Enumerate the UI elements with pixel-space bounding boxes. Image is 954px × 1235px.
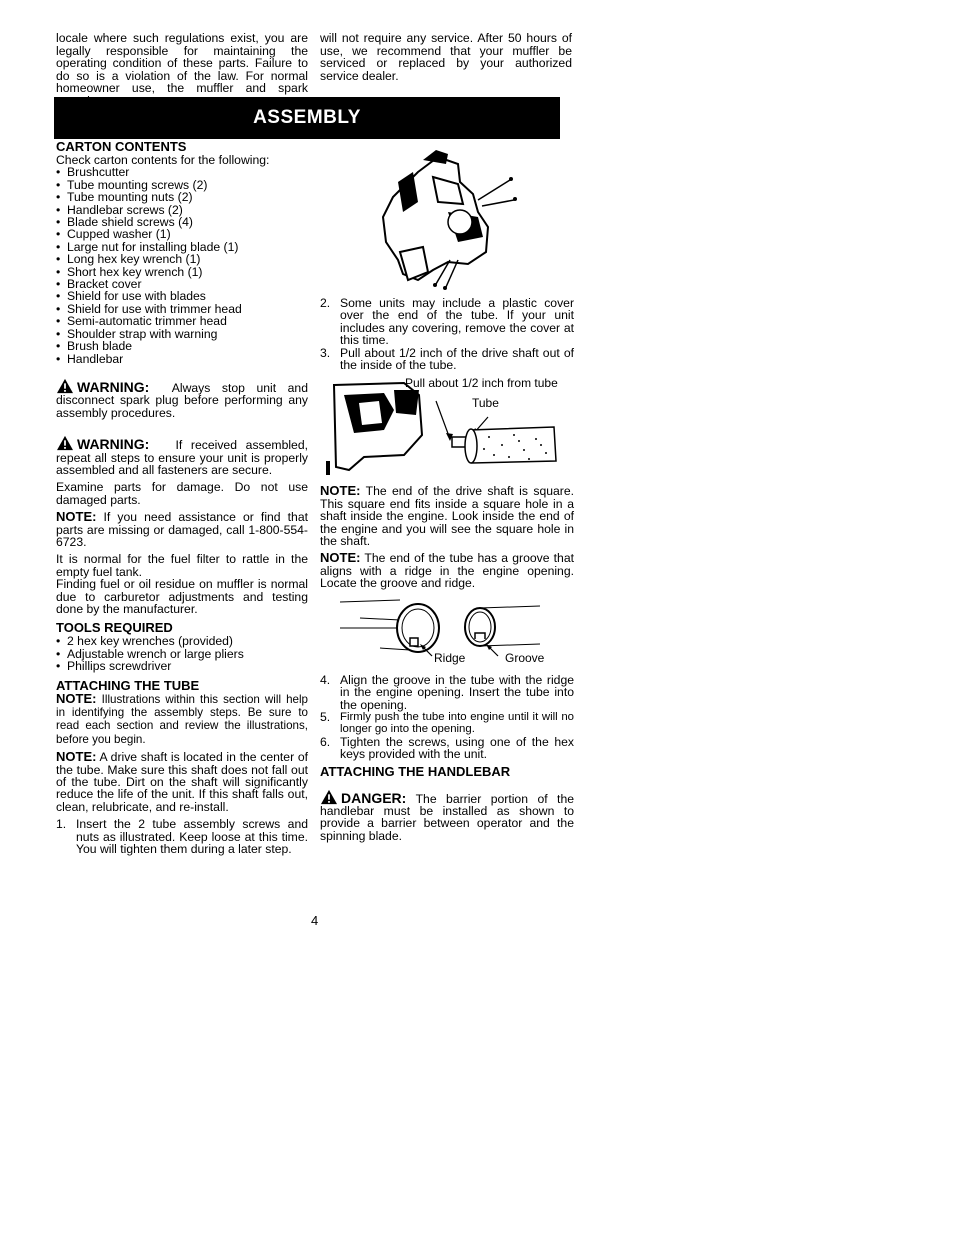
step-1 bbox=[56, 818, 308, 855]
left-column bbox=[56, 139, 308, 856]
tube-note-2-title: NOTE: bbox=[56, 749, 97, 765]
warning-2-text: If received assembled, repeat all steps to ensure your unit is properly assembled and all fasteners are secure. bbox=[56, 438, 308, 477]
step-1-number: 1. bbox=[56, 817, 67, 832]
danger-triangle-icon bbox=[320, 789, 338, 805]
warning-2-title: WARNING: bbox=[77, 436, 150, 453]
note-help bbox=[56, 511, 308, 548]
step-1-text: Insert the 2 tube assembly screws and nuts as illustrated. Keep loose at this time. You will tighten them during a later step. bbox=[76, 817, 308, 857]
groove-ridge-figure-area bbox=[320, 590, 574, 668]
attaching-handlebar-heading: ATTACHING THE HANDLEBAR bbox=[320, 763, 511, 779]
carton-item: • Handlebar screws (2) bbox=[56, 204, 308, 216]
intro-right-text: will not require any service. After 50 hours of use, we recommend that your muffler be serviced or replaced by your authorized service dealer. bbox=[320, 31, 572, 83]
danger-title: DANGER: bbox=[341, 789, 407, 806]
tools-item: • 2 hex key wrenches (provided) bbox=[56, 635, 308, 647]
tube-note-1-title: NOTE: bbox=[56, 690, 97, 706]
step-6 bbox=[320, 736, 574, 761]
page-number: 4 bbox=[311, 913, 319, 928]
warning-1-text: Always stop unit and disconnect spark plug before performing any assembly procedures. bbox=[56, 380, 308, 420]
note-3 bbox=[320, 485, 574, 547]
groove-label: Groove bbox=[505, 650, 545, 665]
attaching-tube-heading: ATTACHING THE TUBE bbox=[56, 677, 200, 693]
engine-illustration bbox=[378, 142, 520, 290]
carton-item: • Cupped washer (1) bbox=[56, 228, 308, 240]
carton-item: • Tube mounting screws (2) bbox=[56, 179, 308, 191]
step-3-text: Pull about 1/2 inch of the drive shaft out of the inside of the tube. bbox=[340, 345, 574, 373]
carton-item: • Tube mounting nuts (2) bbox=[56, 191, 308, 203]
carton-contents-heading: CARTON CONTENTS bbox=[56, 139, 187, 154]
carton-item: • Shield for use with trimmer head bbox=[56, 303, 308, 315]
examine-text: Examine parts for damage. Do not use damaged parts. bbox=[56, 480, 308, 507]
drive-shaft-illustration bbox=[324, 375, 574, 481]
carton-item: • Long hex key wrench (1) bbox=[56, 253, 308, 265]
note-4-text: The end of the tube has a groove that aligns with a ridge in the engine opening. Locate the groove and ridge. bbox=[320, 551, 574, 591]
carton-item: • Large nut for installing blade (1) bbox=[56, 241, 308, 253]
carton-item: • Handlebar bbox=[56, 353, 308, 365]
warning-triangle-icon bbox=[56, 435, 74, 451]
tube-note-1-text: Illustrations within this section will help in identifying the assembly steps. Be sure to read each section and review the illustrations, before you begin. bbox=[56, 692, 308, 746]
step-5 bbox=[320, 711, 574, 736]
ridge-label: Ridge bbox=[434, 650, 466, 665]
tube-note-2 bbox=[56, 751, 308, 813]
carton-item: • Short hex key wrench (1) bbox=[56, 266, 308, 278]
warning-triangle-icon bbox=[56, 378, 74, 394]
carton-item: • Shoulder strap with warning bbox=[56, 328, 308, 340]
step-5-text: Firmly push the tube into engine until it will no longer go into the opening. bbox=[340, 710, 574, 736]
carton-item: • Brushcutter bbox=[56, 166, 308, 178]
fuel-filter-text: It is normal for the fuel filter to rattle in the empty fuel tank. bbox=[56, 552, 308, 579]
carton-item: • Blade shield screws (4) bbox=[56, 216, 308, 228]
tools-item: • Adjustable wrench or large pliers bbox=[56, 648, 308, 660]
step-3-number: 3. bbox=[320, 345, 331, 360]
step-2 bbox=[320, 297, 574, 347]
right-column bbox=[320, 297, 574, 842]
note-help-title: NOTE: bbox=[56, 509, 97, 525]
step-4-number: 4. bbox=[320, 672, 331, 687]
step-2-text: Some units may include a plastic cover over the end of the tube. If your unit includes any covering, remove the cover at this time. bbox=[340, 296, 574, 348]
pull-label: Pull about 1/2 inch from tube bbox=[405, 376, 558, 391]
warning-1 bbox=[56, 378, 308, 419]
intro-left-text: locale where such regulations exist, you are legally responsible for maintaining the operating condition of these parts. Failure to do so is a violation of the law. For normal homeowner use, the muffler and spark bbox=[56, 31, 308, 96]
carton-item: • Shield for use with blades bbox=[56, 290, 308, 302]
carton-item: • Brush blade bbox=[56, 340, 308, 352]
danger-text: The barrier portion of the handlebar must be installed as shown to provide a barrier between operator and the spinning blade. bbox=[320, 791, 575, 843]
tube-note-1 bbox=[56, 690, 308, 747]
step-3 bbox=[320, 347, 574, 372]
note-4-title: NOTE: bbox=[320, 550, 361, 566]
warning-1-title: WARNING: bbox=[77, 378, 150, 395]
step-6-text: Tighten the screws, using one of the hex keys provided with the unit. bbox=[340, 734, 574, 762]
assembly-banner: ASSEMBLY bbox=[54, 97, 560, 139]
note-help-text: If you need assistance or find that parts are missing or damaged, call 1-800-554-6723. bbox=[56, 510, 308, 549]
step-4-text: Align the groove in the tube with the ridge in the engine opening. Insert the tube into the opening. bbox=[340, 672, 574, 712]
tube-label: Tube bbox=[472, 396, 499, 411]
step-6-number: 6. bbox=[320, 734, 331, 749]
tools-list bbox=[56, 635, 308, 672]
note-3-title: NOTE: bbox=[320, 483, 361, 499]
danger-note bbox=[320, 789, 574, 843]
carton-contents-list bbox=[56, 166, 308, 365]
carton-item: • Semi-automatic trimmer head bbox=[56, 315, 308, 327]
step-5-number: 5. bbox=[320, 709, 331, 724]
drive-shaft-figure-area bbox=[320, 371, 574, 483]
step-2-number: 2. bbox=[320, 296, 331, 310]
tools-required-heading: TOOLS REQUIRED bbox=[56, 620, 173, 636]
carton-item: • Bracket cover bbox=[56, 278, 308, 290]
carton-lead: Check carton contents for the following: bbox=[56, 153, 270, 167]
note-4 bbox=[320, 552, 574, 589]
tools-item: • Phillips screwdriver bbox=[56, 660, 308, 672]
tube-note-2-text: A drive shaft is located in the center of the tube. Make sure this shaft does not fall out of the tube. Dirt on the shaft will significantly reduce the life of the unit. If this shaft falls out, clean, relubricate, and re-install. bbox=[56, 750, 309, 814]
note-3-text: The end of the drive shaft is square. This square end fits inside a square hole in a shaft inside the engine. Look inside the end of the engine and you will see the square hole in the shaft. bbox=[320, 484, 575, 549]
warning-2 bbox=[56, 435, 308, 476]
residue-text: Finding fuel or oil residue on muffler is normal due to carburetor adjustments and testing done by the manufacturer. bbox=[56, 577, 308, 616]
step-4 bbox=[320, 674, 574, 711]
